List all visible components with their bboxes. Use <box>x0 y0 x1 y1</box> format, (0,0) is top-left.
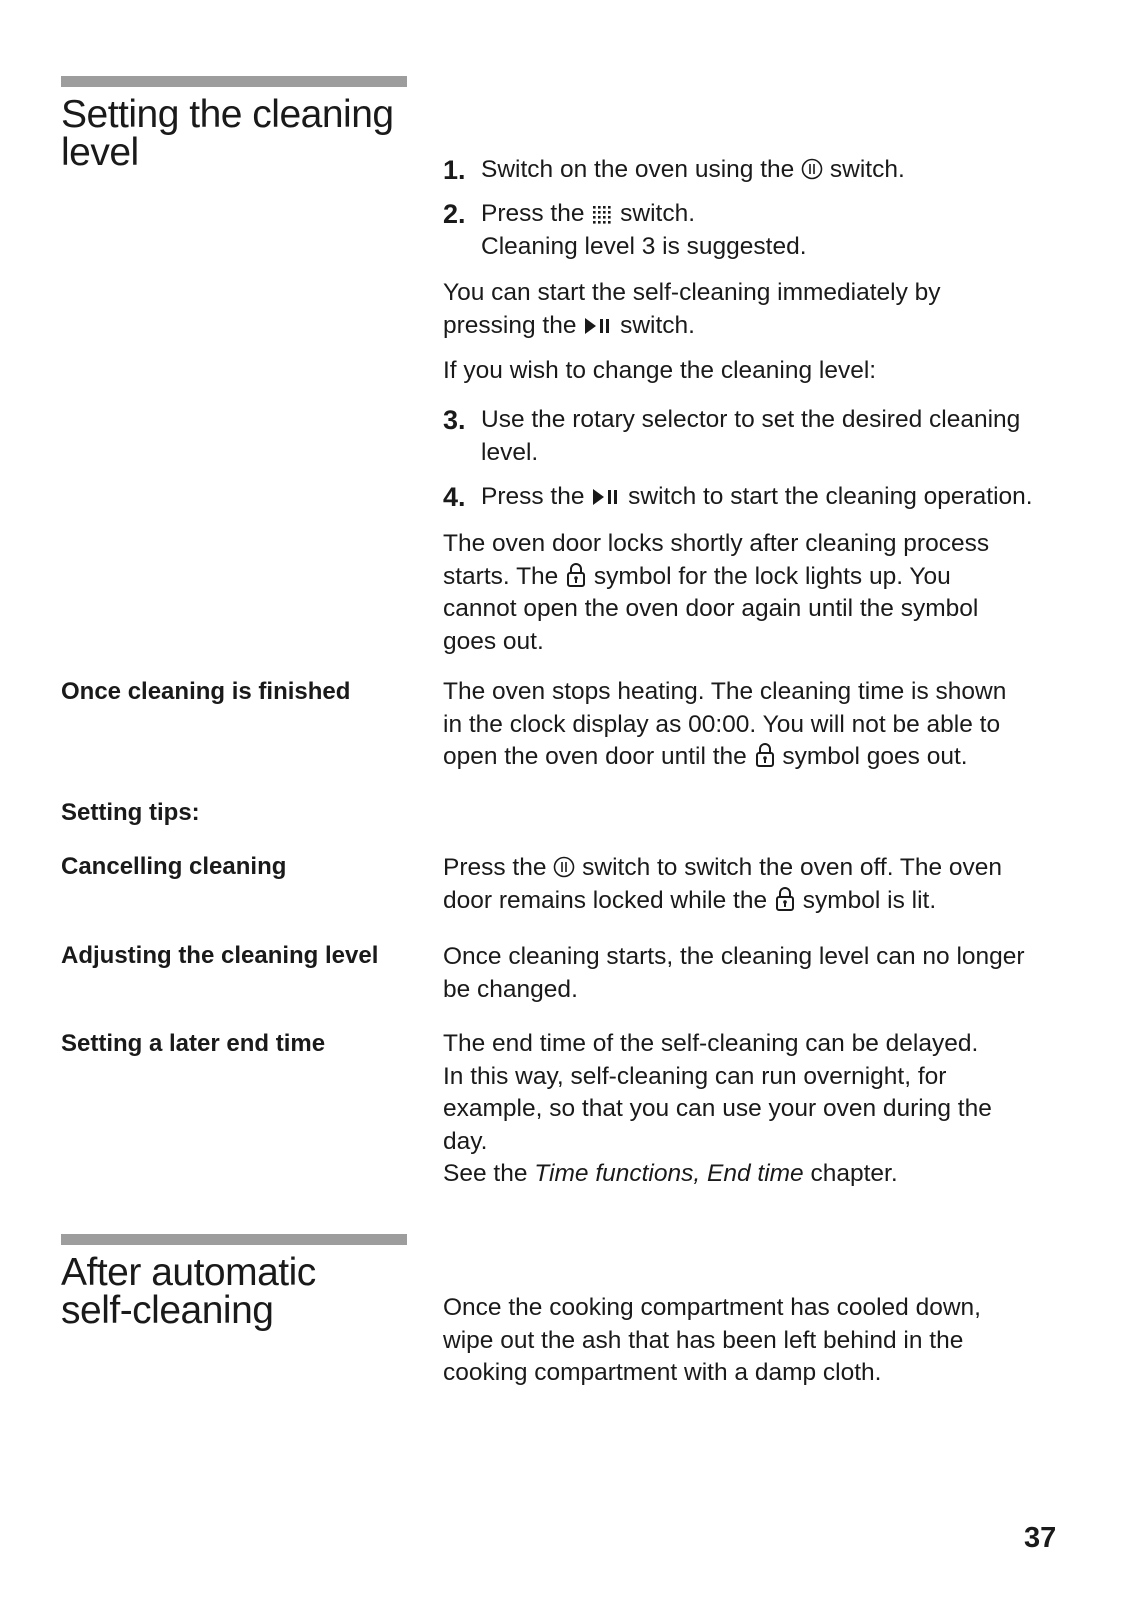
lock-icon <box>774 886 796 912</box>
label-cleaning-finished: Once cleaning is finished <box>61 678 351 705</box>
step-1: 1. Switch on the oven using the switch. <box>443 155 905 185</box>
door-lock-paragraph: The oven door locks shortly after cleaning process starts. The symbol for the lock lights up. You cannot open the oven door again until the symbol goes out. <box>443 530 990 655</box>
step-number: 1. <box>443 155 466 185</box>
power-icon <box>801 157 823 181</box>
section-title-after-cleaning: After automatic self-cleaning <box>61 1251 316 1332</box>
play-pause-icon <box>591 486 621 508</box>
lock-icon <box>565 562 587 588</box>
step-number: 2. <box>443 199 466 229</box>
adjusting-paragraph: Once cleaning starts, the cleaning level can no longer be changed. <box>443 943 1025 1003</box>
cancelling-paragraph: Press the switch to switch the oven off. The oven door remains locked while the symbol is lit. <box>443 854 1003 914</box>
change-level-paragraph: If you wish to change the cleaning level: <box>443 357 877 384</box>
label-setting-tips: Setting tips: <box>61 799 200 826</box>
lock-icon <box>754 742 776 768</box>
label-cancelling-cleaning: Cancelling cleaning <box>61 853 287 880</box>
section-rule-top <box>61 76 407 87</box>
step-3: 3. Use the rotary selector to set the desired cleaning level. <box>443 405 1021 466</box>
later-end-time-paragraph: The end time of the self-cleaning can be delayed. In this way, self-cleaning can run overnight, for example, so that you can use your oven during the day. See the Time functions, End time chapter. <box>443 1030 992 1187</box>
step-number: 4. <box>443 482 466 512</box>
clean-level-icon <box>591 203 613 225</box>
page-number: 37 <box>1024 1522 1057 1554</box>
chapter-reference: Time functions, End time <box>534 1160 804 1187</box>
power-icon <box>553 855 575 879</box>
label-later-end-time: Setting a later end time <box>61 1030 326 1057</box>
step-number: 3. <box>443 405 466 435</box>
start-immediately-paragraph: You can start the self-cleaning immediately by pressing the switch. <box>443 279 941 339</box>
step-2: 2. Press the switch. Cleaning level 3 is suggested. <box>443 199 807 260</box>
section-rule-after <box>61 1234 407 1245</box>
label-adjusting-level: Adjusting the cleaning level <box>61 942 379 969</box>
after-cleaning-paragraph: Once the cooking compartment has cooled down, wipe out the ash that has been left behind in the cooking compartment with a damp cloth. <box>443 1294 981 1386</box>
step-4: 4. Press the switch to start the cleaning operation. <box>443 482 1033 512</box>
section-title-cleaning-level: Setting the cleaning level <box>61 93 394 174</box>
play-pause-icon <box>583 315 613 337</box>
cleaning-finished-paragraph: The oven stops heating. The cleaning time is shown in the clock display as 00:00. You will not be able to open the oven door until the symbol goes out. <box>443 678 1007 770</box>
